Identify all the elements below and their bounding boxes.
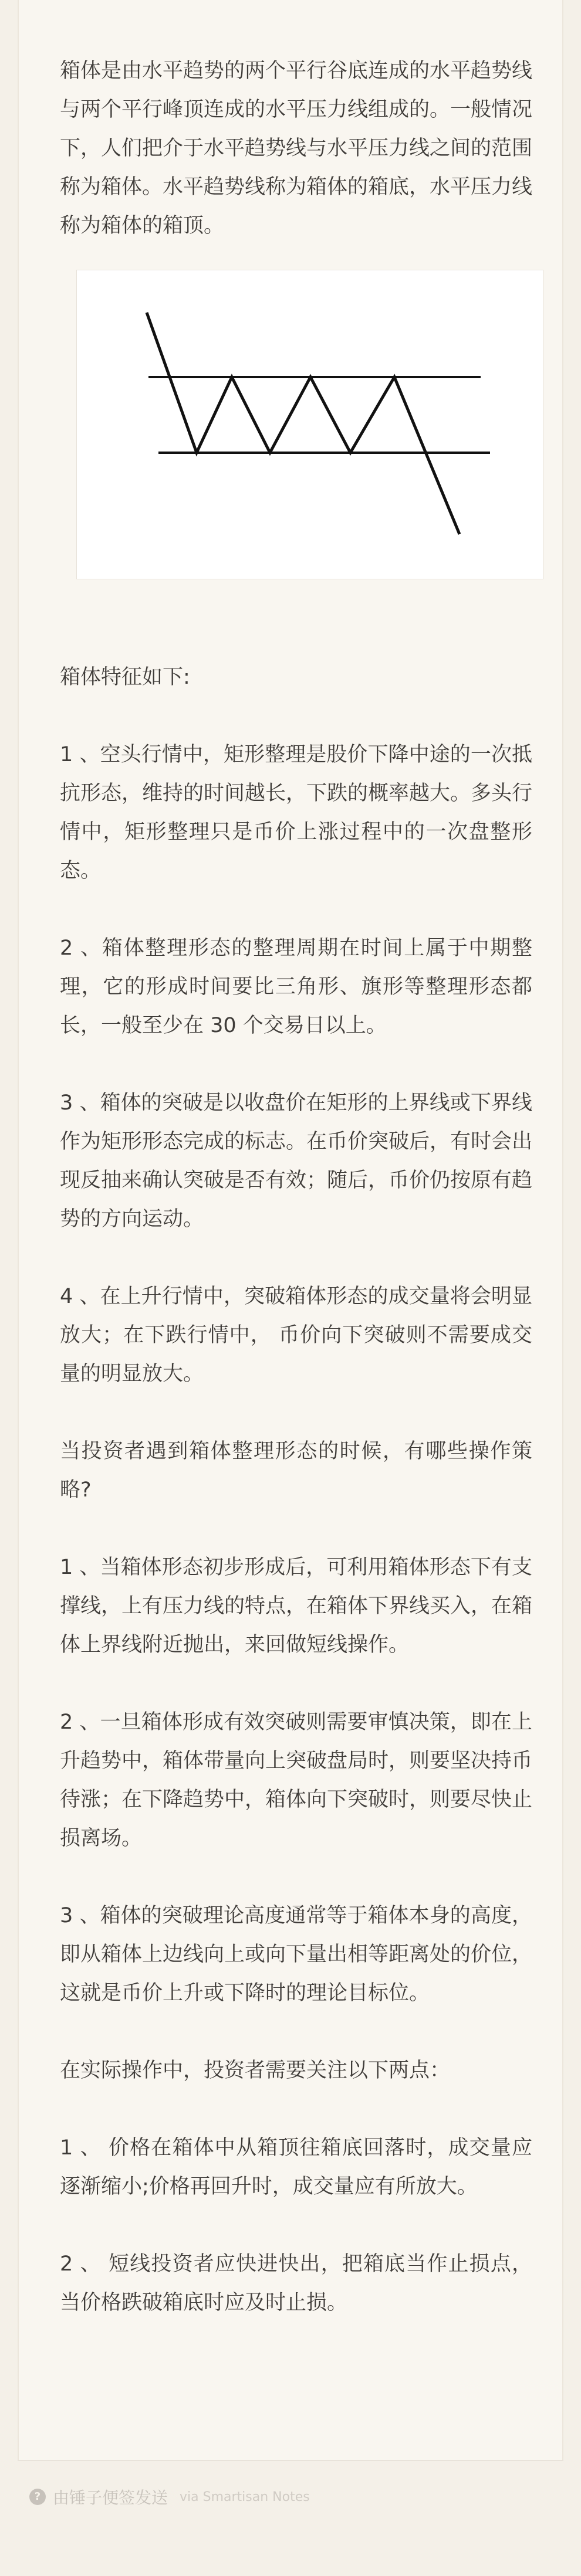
box-pattern-illustration	[76, 270, 543, 579]
intro-paragraph: 箱体是由水平趋势的两个平行谷底连成的水平趋势线与两个平行峰顶连成的水平压力线组成的。一般情况下，人们把介于水平趋势线与水平压力线之间的范围称为箱体。水平趋势线称为箱体的箱底，水平压力线称为箱体的箱顶。	[60, 59, 533, 237]
attention-1: 1 、 价格在箱体中从箱顶往箱底回落时，成交量应逐渐缩小;价格再回升时，成交量应有所放大。	[60, 2136, 532, 2198]
info-icon: ?	[29, 2489, 46, 2505]
strategy-1: 1 、当箱体形态初步形成后，可利用箱体形态下有支撑线，上有压力线的特点，在箱体下界线买入，在箱体上界线附近抛出，来回做短线操作。	[60, 1556, 533, 1657]
strategy-3: 3 、箱体的突破理论高度通常等于箱体本身的高度，即从箱体上边线向上或向下量出相等距离处的价位，这就是币价上升或下降时的理论目标位。	[60, 1904, 533, 2005]
feature-3: 3 、箱体的突破是以收盘价在矩形的上界线或下界线作为矩形形态完成的标志。在币价突破后，有时会出现反抽来确认突破是否有效；随后，币价仍按原有趋势的方向运动。	[60, 1091, 533, 1231]
footer-subtext: via Smartisan Notes	[180, 2489, 310, 2504]
note-content	[60, 52, 532, 2322]
attention-heading: 在实际操作中，投资者需要关注以下两点：	[60, 2059, 451, 2082]
footer-divider	[18, 2460, 563, 2461]
box-pattern-diagram	[77, 270, 544, 580]
footer	[29, 2485, 310, 2509]
price-path	[147, 313, 460, 534]
feature-4: 4 、在上升行情中，突破箱体形态的成交量将会明显放大；在下跌行情中， 币价向下突破则不需要成交量的明显放大。	[60, 1285, 532, 1386]
footer-text: 由锤子便签发送	[53, 2488, 168, 2507]
attention-2: 2 、 短线投资者应快进快出，把箱底当作止损点，当价格跌破箱底时应及时止损。	[60, 2252, 532, 2314]
feature-1: 1 、空头行情中，矩形整理是股价下降中途的一次抵抗形态，维持的时间越长，下跌的概率越大。多头行情中，矩形整理只是币价上涨过程中的一次盘整形态。	[60, 743, 533, 883]
features-heading: 箱体特征如下:	[60, 666, 190, 689]
feature-2: 2 、箱体整理形态的整理周期在时间上属于中期整理，它的形成时间要比三角形、旗形等整理形态都长，一般至少在 30 个交易日以上。	[60, 936, 532, 1037]
note-card	[18, 0, 563, 2460]
strategy-question: 当投资者遇到箱体整理形态的时候，有哪些操作策略?	[60, 1440, 532, 1502]
strategy-2: 2 、一旦箱体形成有效突破则需要审慎决策，即在上升趋势中，箱体带量向上突破盘局时，则要坚决持币待涨；在下降趋势中，箱体向下突破时，则要尽快止损离场。	[60, 1710, 533, 1850]
